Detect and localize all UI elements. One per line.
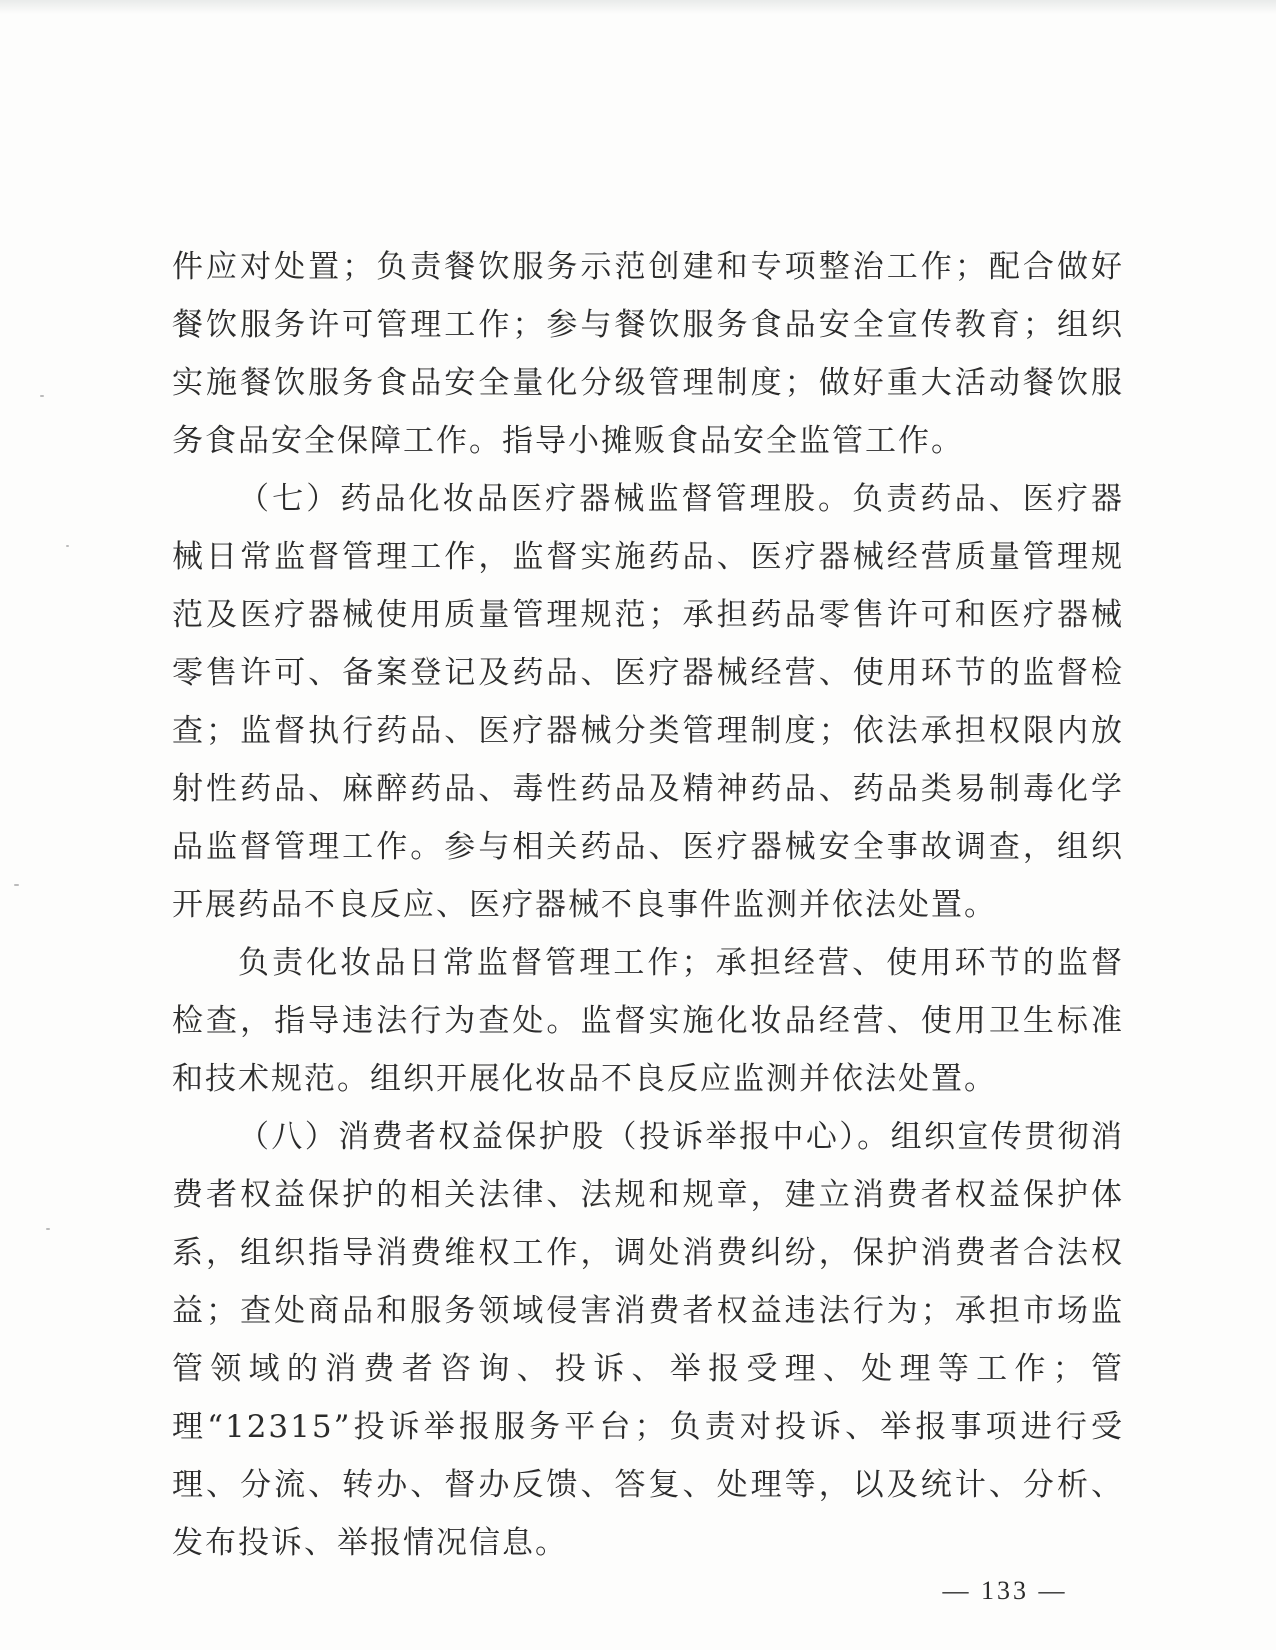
paragraph-drug-cosmetic-device-section: （七）药品化妆品医疗器械监督管理股。负责药品、医疗器械日常监督管理工作，监督实施药品、医疗器械经营质量管理规范及医疗器械使用质量管理规范；承担药品零售许可和医疗器械零售许可、备案登记及药品、医疗器械经营、使用环节的监督检查；监督执行药品、医疗器械分类管理制度；依法承担权限内放射性药品、麻醉药品、毒性药品及精神药品、药品类易制毒化学品监督管理工作。参与相关药品、医疗器械安全事故调查，组织开展药品不良反应、医疗器械不良事件监测并依法处置。 bbox=[172, 481, 1124, 923]
scan-edge bbox=[0, 0, 1276, 14]
paragraph-cosmetic-supervision: 负责化妆品日常监督管理工作；承担经营、使用环节的监督检查，指导违法行为查处。监督实施化妆品经营、使用卫生标准和技术规范。组织开展化妆品不良反应监测并依法处置。 bbox=[172, 945, 1124, 1097]
page-number: — 133 — bbox=[942, 1576, 1068, 1605]
body-text bbox=[172, 238, 1124, 1572]
scan-speck bbox=[66, 545, 69, 547]
paragraph-food-service-continued: 件应对处置；负责餐饮服务示范创建和专项整治工作；配合做好餐饮服务许可管理工作；参与餐饮服务食品安全宣传教育；组织实施餐饮服务食品安全量化分级管理制度；做好重大活动餐饮服务食品安全保障工作。指导小摊贩食品安全监管工作。 bbox=[172, 249, 1124, 459]
paragraph-consumer-rights-section: （八）消费者权益保护股（投诉举报中心）。组织宣传贯彻消费者权益保护的相关法律、法规和规章，建立消费者权益保护体系，组织指导消费维权工作，调处消费纠纷，保护消费者合法权益；查处商品和服务领域侵害消费者权益违法行为；承担市场监管领域的消费者咨询、投诉、举报受理、处理等工作；管理“12315”投诉举报服务平台；负责对投诉、举报事项进行受理、分流、转办、督办反馈、答复、处理等，以及统计、分析、发布投诉、举报情况信息。 bbox=[172, 1119, 1124, 1561]
scan-speck bbox=[40, 395, 44, 397]
scan-speck bbox=[14, 884, 19, 886]
scan-speck bbox=[46, 1228, 50, 1230]
